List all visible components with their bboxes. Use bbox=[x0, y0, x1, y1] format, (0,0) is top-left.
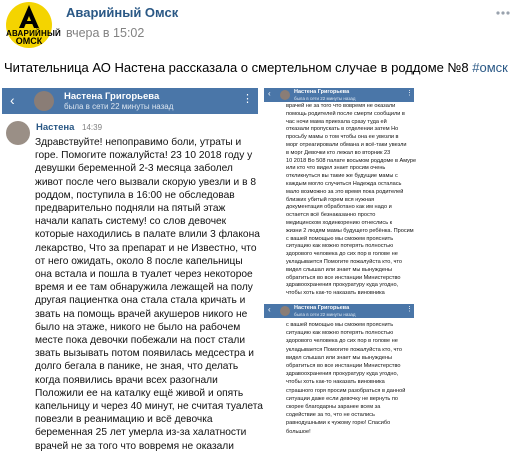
more-horizontal-icon[interactable] bbox=[495, 6, 511, 20]
message-line: горе. Помогите пожалуйста! 23 10 2018 году у bbox=[35, 150, 253, 162]
message-line: или кто что видел знает просим очень bbox=[286, 165, 386, 172]
message-line: когда появились врачи всех разогнали bbox=[35, 374, 218, 386]
message-line: равнодушными к чужому горю! Спасибо bbox=[286, 420, 391, 427]
contact-avatar bbox=[34, 91, 54, 111]
hashtag-link[interactable]: #омск bbox=[472, 60, 508, 75]
screenshot-right-top[interactable] bbox=[264, 88, 417, 302]
message-line: капельницу и через 40 минут, не считая туалета bbox=[35, 401, 263, 413]
chat-header-bar bbox=[264, 304, 414, 318]
contact-name: Настена Григорьева bbox=[294, 89, 350, 95]
message-line: документация обработано как им надо и bbox=[286, 204, 392, 211]
message-line: здравоохранения прокуратуру куда угодно, bbox=[286, 282, 399, 289]
contact-avatar bbox=[280, 90, 290, 100]
message-line: с вашей помощью мы сможем прояснить bbox=[286, 322, 394, 328]
chat-header-bar bbox=[2, 88, 258, 114]
message-author: Настена bbox=[36, 122, 75, 133]
message-text bbox=[286, 321, 405, 436]
message-line: большое! bbox=[286, 428, 311, 435]
message-line: укладывается Помогите пожалуйста кто, что bbox=[286, 346, 403, 353]
message-line: ситуацию как можно потерять полностью bbox=[286, 330, 394, 337]
message-line: с вашей помощью мы сможем прояснить bbox=[286, 235, 394, 242]
message-line: 10 2018 Во 508 палате восьмом роддоме в Амуре bbox=[286, 157, 417, 164]
message-line: укладывается Помогите пожалуйста кто, что bbox=[286, 258, 403, 265]
message-line: в морг Девочки кто лежал во вторник 23 bbox=[286, 149, 391, 156]
message-line: содействие за то, что не остались bbox=[286, 412, 375, 419]
message-line: видел слышал или знает мы вынуждены bbox=[286, 266, 393, 273]
contact-status: была в сети 22 минуты назад bbox=[64, 102, 174, 111]
message-line: жизни 2 людям мамы будущего ребёнка. Просим bbox=[286, 227, 414, 234]
chat-header-bar bbox=[264, 88, 414, 102]
message-line: здравоохранения прокуратуру куда угодно, bbox=[286, 371, 399, 378]
message-line: роддом, поступила в 16:00 не обследовав bbox=[35, 189, 235, 201]
message-line: от него ожидать, около 8 после капельницы bbox=[35, 255, 243, 267]
message-text bbox=[286, 103, 416, 298]
message-line: скорее благодарны заранее всем за bbox=[286, 404, 381, 411]
message-line: обратиться во все инстанции Министерство bbox=[286, 274, 401, 281]
message-line: живот после чего вызвали скорую увезли и в 8 bbox=[35, 176, 256, 188]
message-line: страшного горя просим разобраться в данной bbox=[286, 387, 406, 394]
message-line: долго бегала в панике, не зная, что делать bbox=[35, 361, 239, 373]
message-line: она встала и пошла в туалет через некоторое bbox=[35, 269, 253, 281]
message-line: здорового человека до сих пор в голове не bbox=[286, 251, 398, 258]
post-timestamp[interactable]: вчера в 15:02 bbox=[66, 26, 145, 40]
message-line: просьбу мамы о том чтобы она ее увезли в bbox=[286, 134, 399, 141]
message-line: мало возможно за это время пока родителей bbox=[286, 188, 404, 195]
message-line: предварительно подняли на пятый этаж bbox=[35, 203, 226, 215]
message-line: лекарство, Что за препарат и не Известно, что bbox=[35, 242, 257, 254]
message-text bbox=[35, 136, 263, 453]
contact-name: Настена Григорьева bbox=[294, 305, 350, 311]
back-arrow-icon: ‹ bbox=[268, 305, 271, 314]
message-line: каждым могло случиться Надежда осталась bbox=[286, 180, 402, 187]
message-line: другая пациентка она стала стала кричать и bbox=[35, 295, 246, 307]
message-line: обратиться во все инстанции Министерство bbox=[286, 363, 401, 370]
message-line: Положили ее на каталку ещё живой и опять bbox=[35, 387, 244, 399]
message-line: медицинском ходинкорению отнеслись к bbox=[286, 219, 393, 226]
screenshot-main[interactable] bbox=[2, 88, 263, 452]
message-line: звать вызывать потом появилась медсестра и bbox=[35, 348, 254, 360]
post-header bbox=[0, 0, 519, 50]
message-line: начали капать систему! со слов девочек bbox=[35, 216, 227, 228]
contact-avatar bbox=[280, 306, 290, 316]
message-line: которые находились в палате влили 3 флакона bbox=[35, 229, 260, 241]
dots-icon: ⋮ bbox=[406, 90, 413, 97]
community-avatar[interactable] bbox=[6, 2, 61, 48]
screenshot-right-bottom[interactable] bbox=[264, 304, 414, 449]
dots-icon: ⋮ bbox=[406, 306, 413, 313]
message-line: чтобы хоть как-то наказать виновника bbox=[286, 290, 385, 297]
message-line: здорового человека до сих пор в голове не bbox=[286, 338, 398, 345]
message-line: девушки беременной 2-3 месяца заболел bbox=[35, 163, 233, 175]
message-line: ситуации даже если девочку не вернуть по bbox=[286, 395, 399, 402]
contact-status: была в сети 22 минуты назад bbox=[294, 96, 356, 101]
message-avatar bbox=[6, 121, 30, 145]
message-line: Здравствуйте! непоправимо боли, утраты и bbox=[35, 137, 242, 148]
contact-name: Настена Григорьева bbox=[64, 91, 160, 102]
message-line: помощь родителей после смерти сообщили в bbox=[286, 110, 405, 117]
message-line: время и ее там обнаружила лежащей на полу bbox=[35, 282, 253, 294]
message-line: повезли в реанимацию и всё девочка bbox=[35, 414, 213, 426]
dots-icon: ⋮ bbox=[242, 93, 253, 105]
message-line: видел слышал или знает мы вынуждены bbox=[286, 354, 393, 361]
message-line: месте пока девочки побежали на пост стали bbox=[35, 335, 246, 347]
post-text-body: Читательница АО Настена рассказала о смертельном случае в роддоме №8 bbox=[4, 60, 473, 75]
logo-text-city: ОМСК bbox=[15, 36, 43, 46]
message-line: чтобы хоть как-то наказать виновника bbox=[286, 379, 385, 386]
contact-status: была в сети 22 минуты назад bbox=[294, 312, 356, 317]
message-line: врачей не за того что вовремя не оказали bbox=[35, 440, 234, 452]
message-line: час ночи мама приехала сразу туда ей bbox=[286, 118, 387, 125]
message-time: 14:39 bbox=[82, 123, 103, 132]
message-line: остается всё безнаказанно просто bbox=[286, 212, 376, 219]
message-line: беременная 25 лет умерла из-за халатности bbox=[35, 427, 247, 439]
message-line: отказали пропускать в отделении затем Но bbox=[286, 126, 399, 133]
message-line: было на этаже, никого не было на рабочем bbox=[35, 321, 241, 333]
message-line: звать на помощь врачей акушеров никого не bbox=[35, 308, 248, 320]
message-line: откликнуться вы такие же будущие мамы с bbox=[286, 173, 398, 180]
logo-text: АВАРИЙНЫЙ bbox=[6, 29, 61, 38]
message-line: ситуацию как можно потерять полностью bbox=[286, 243, 394, 250]
message-line: близких убитый горем вся нужная bbox=[286, 196, 375, 203]
message-line: морг отреагировали обмана и всё-таки увезли bbox=[286, 141, 407, 148]
community-name-link[interactable]: Аварийный Омск bbox=[66, 5, 179, 20]
back-arrow-icon: ‹ bbox=[268, 89, 271, 98]
post-text bbox=[4, 60, 508, 75]
message-line: врачей не за того что вовремя не оказали bbox=[286, 103, 396, 109]
back-arrow-icon: ‹ bbox=[10, 92, 15, 108]
